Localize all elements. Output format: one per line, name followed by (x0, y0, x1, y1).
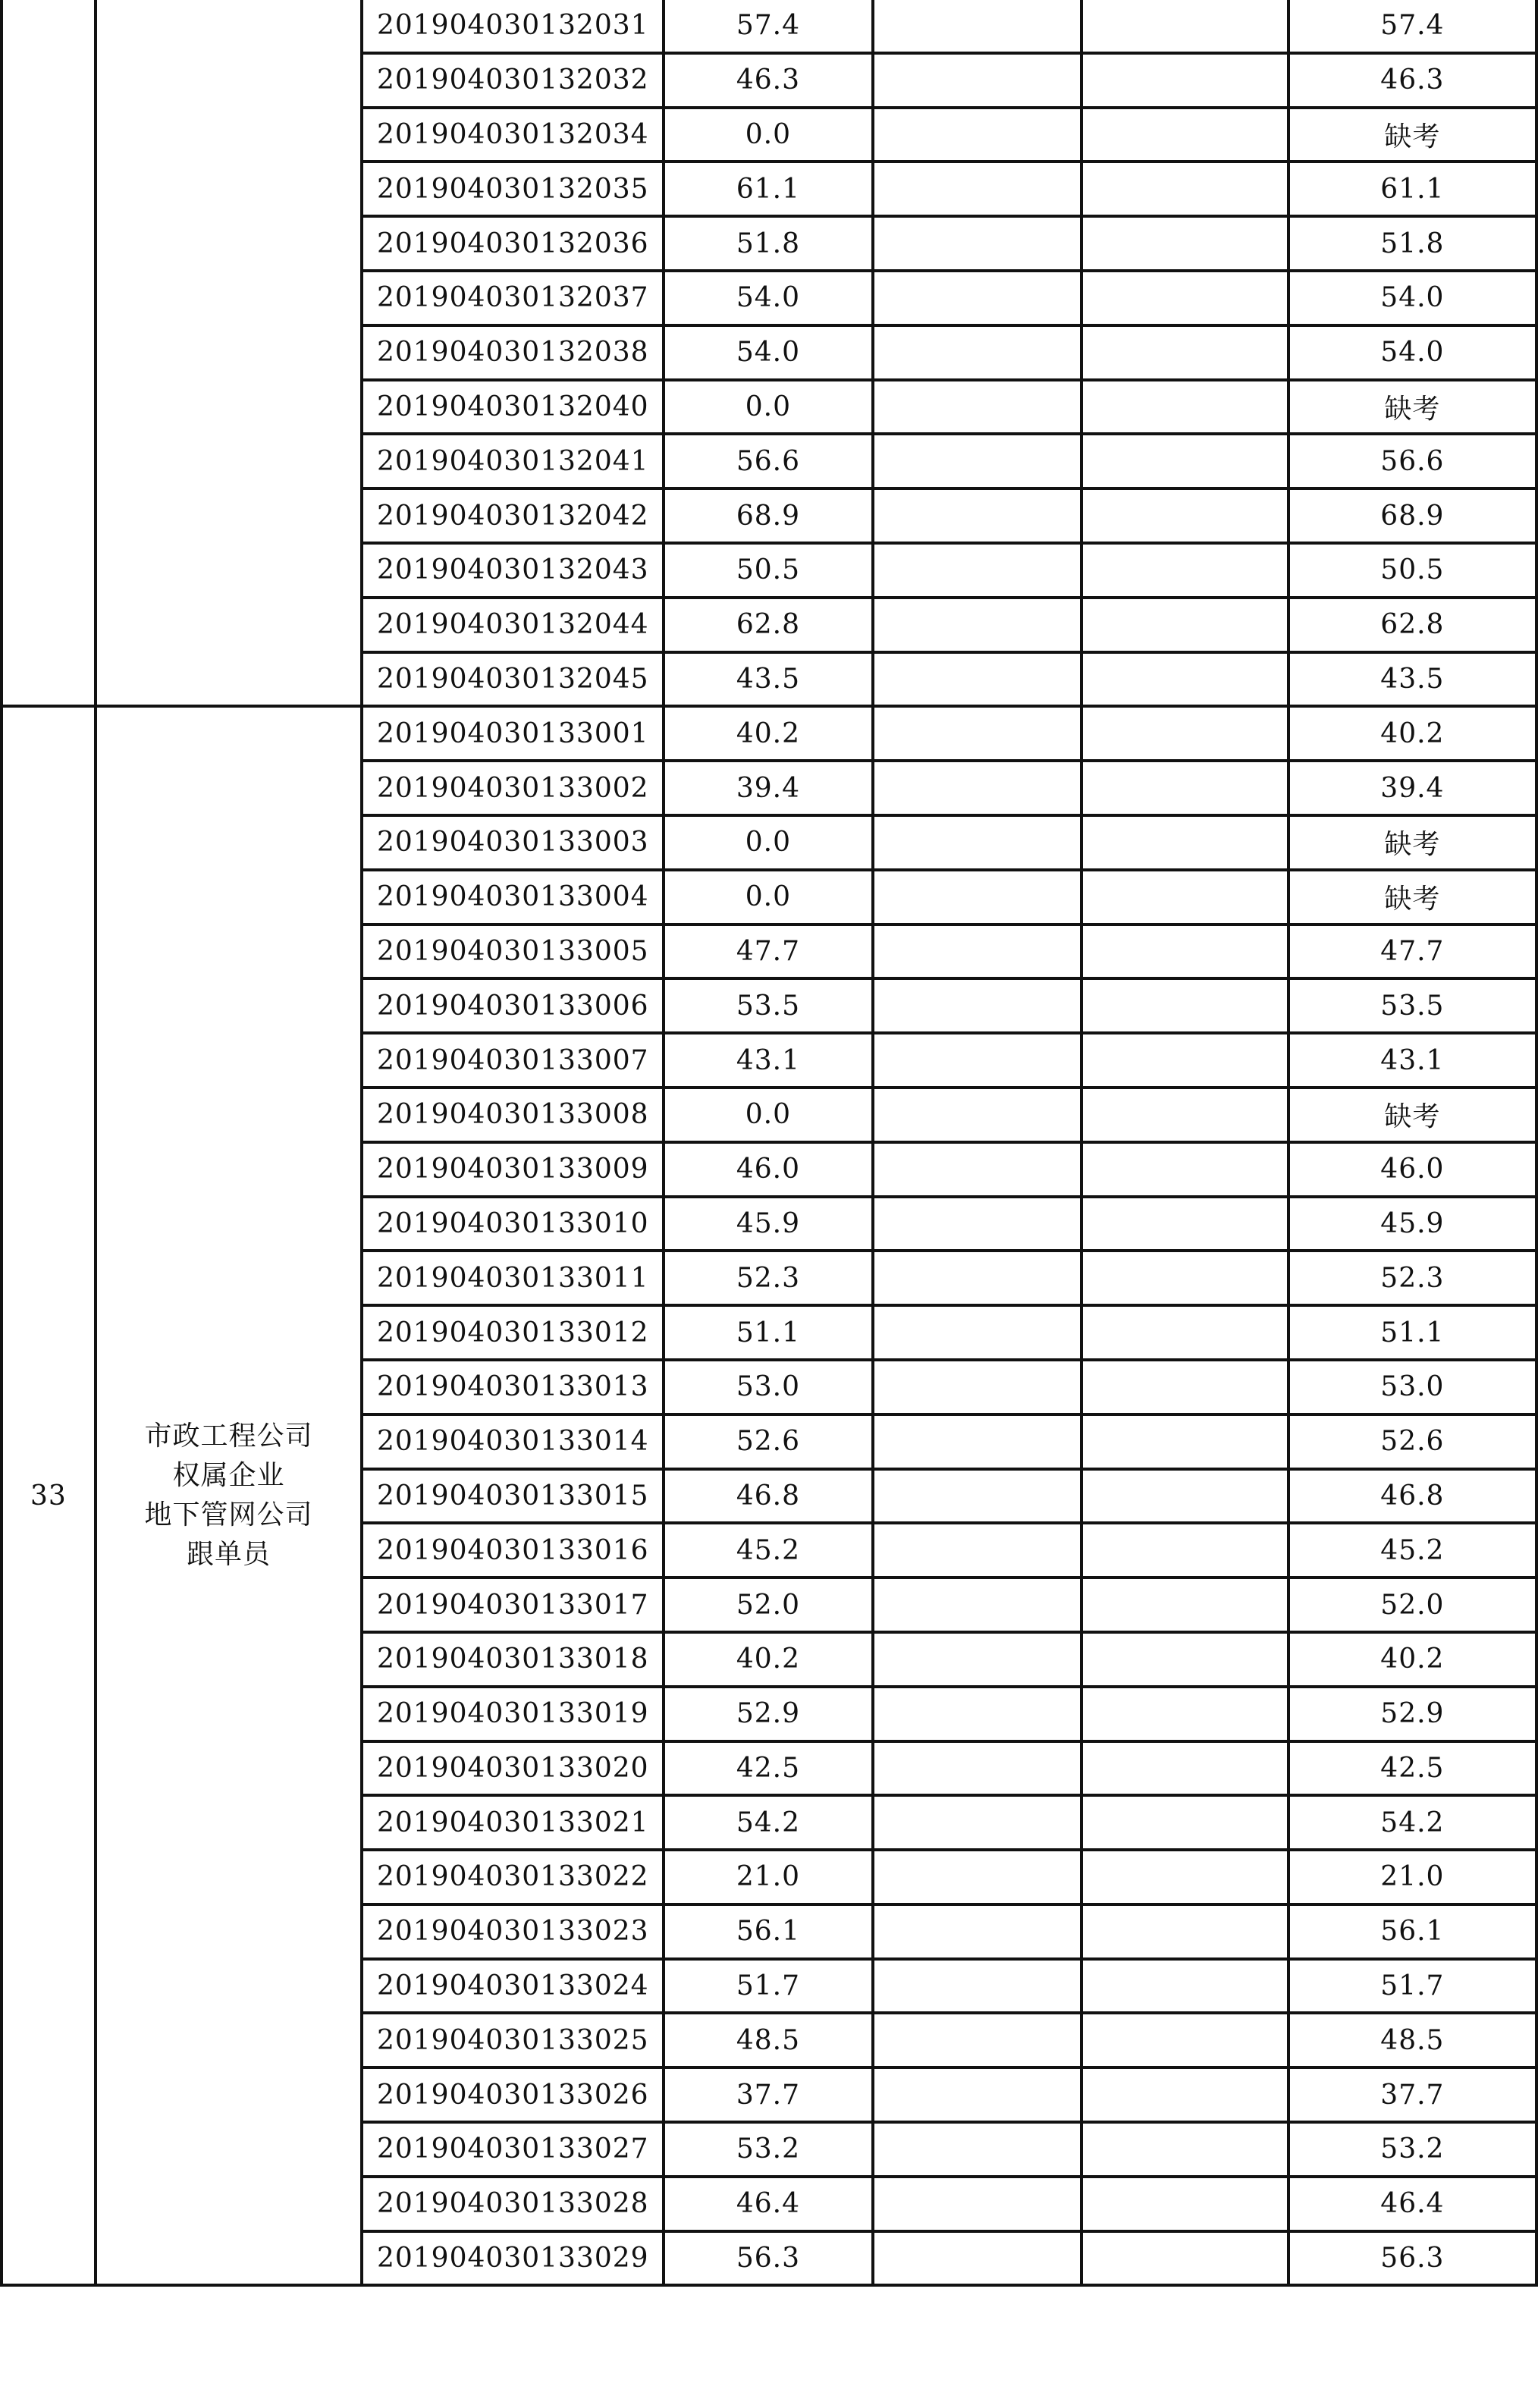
score-cell-blank (1081, 2013, 1288, 2067)
score-cell-blank (1081, 1033, 1288, 1088)
total-score-cell: 43.5 (1288, 652, 1536, 707)
group-index-cell (2, 0, 96, 706)
position-line: 跟单员 (187, 1539, 272, 1571)
written-score-cell: 48.5 (664, 2013, 872, 2067)
score-cell-blank (1081, 870, 1288, 925)
score-cell-blank (873, 1142, 1081, 1197)
score-cell-blank (873, 1904, 1081, 1959)
total-score-cell: 54.0 (1288, 271, 1536, 325)
total-score-cell: 53.5 (1288, 978, 1536, 1033)
written-score-cell: 42.5 (664, 1741, 872, 1796)
written-score-cell: 54.2 (664, 1795, 872, 1850)
score-cell-blank (1081, 815, 1288, 870)
candidate-id-cell: 201904030133021 (362, 1795, 664, 1850)
total-score-cell: 缺考 (1288, 380, 1536, 435)
score-cell-blank (873, 1360, 1081, 1414)
score-cell-blank (1081, 1959, 1288, 2014)
total-score-cell: 61.1 (1288, 162, 1536, 216)
score-cell-blank (873, 488, 1081, 543)
candidate-id-cell: 201904030133010 (362, 1197, 664, 1251)
candidate-id-cell: 201904030132038 (362, 325, 664, 380)
candidate-id-cell: 201904030133018 (362, 1632, 664, 1687)
total-score-cell: 68.9 (1288, 488, 1536, 543)
table-row (2, 0, 1536, 53)
score-cell-blank (873, 978, 1081, 1033)
position-cell (96, 0, 363, 706)
score-cell-blank (1081, 325, 1288, 380)
score-cell-blank (1081, 1741, 1288, 1796)
written-score-cell: 43.1 (664, 1033, 872, 1088)
total-score-cell: 54.2 (1288, 1795, 1536, 1850)
score-cell-blank (873, 1251, 1081, 1305)
candidate-id-cell: 201904030133017 (362, 1578, 664, 1632)
candidate-id-cell: 201904030133009 (362, 1142, 664, 1197)
total-score-cell: 45.9 (1288, 1197, 1536, 1251)
score-cell-blank (873, 1795, 1081, 1850)
written-score-cell: 46.8 (664, 1469, 872, 1524)
total-score-cell: 56.1 (1288, 1904, 1536, 1959)
score-cell-blank (1081, 2067, 1288, 2122)
total-score-cell: 43.1 (1288, 1033, 1536, 1088)
written-score-cell: 53.2 (664, 2122, 872, 2177)
score-cell-blank (873, 761, 1081, 815)
score-cell-blank (1081, 1687, 1288, 1741)
written-score-cell: 51.8 (664, 216, 872, 271)
candidate-id-cell: 201904030132045 (362, 652, 664, 707)
total-score-cell: 62.8 (1288, 598, 1536, 652)
written-score-cell: 68.9 (664, 488, 872, 543)
candidate-id-cell: 201904030132040 (362, 380, 664, 435)
score-cell-blank (873, 815, 1081, 870)
total-score-cell: 40.2 (1288, 706, 1536, 761)
score-cell-blank (1081, 162, 1288, 216)
total-score-cell: 51.1 (1288, 1305, 1536, 1360)
score-cell-blank (1081, 216, 1288, 271)
score-cell-blank (1081, 978, 1288, 1033)
written-score-cell: 0.0 (664, 380, 872, 435)
candidate-id-cell: 201904030132037 (362, 271, 664, 325)
score-cell-blank (873, 434, 1081, 488)
position-cell (96, 706, 363, 2285)
candidate-id-cell: 201904030133001 (362, 706, 664, 761)
score-cell-blank (873, 2122, 1081, 2177)
total-score-cell: 45.2 (1288, 1523, 1536, 1578)
total-score-cell: 52.9 (1288, 1687, 1536, 1741)
written-score-cell: 0.0 (664, 870, 872, 925)
score-cell-blank (873, 1741, 1081, 1796)
score-cell-blank (873, 1469, 1081, 1524)
total-score-cell: 52.3 (1288, 1251, 1536, 1305)
position-line: 地下管网公司 (144, 1499, 313, 1531)
candidate-id-cell: 201904030133023 (362, 1904, 664, 1959)
position-line: 权属企业 (172, 1460, 285, 1492)
written-score-cell: 0.0 (664, 1088, 872, 1142)
candidate-id-cell: 201904030133027 (362, 2122, 664, 2177)
total-score-cell: 42.5 (1288, 1741, 1536, 1796)
candidate-id-cell: 201904030132035 (362, 162, 664, 216)
score-cell-blank (873, 216, 1081, 271)
written-score-cell: 47.7 (664, 925, 872, 979)
score-cell-blank (873, 0, 1081, 53)
candidate-id-cell: 201904030133014 (362, 1414, 664, 1469)
candidate-id-cell: 201904030133004 (362, 870, 664, 925)
total-score-cell: 51.8 (1288, 216, 1536, 271)
candidate-id-cell: 201904030133013 (362, 1360, 664, 1414)
written-score-cell: 51.7 (664, 1959, 872, 2014)
score-cell-blank (1081, 1523, 1288, 1578)
written-score-cell: 0.0 (664, 108, 872, 162)
candidate-id-cell: 201904030133003 (362, 815, 664, 870)
score-cell-blank (1081, 652, 1288, 707)
score-cell-blank (1081, 1795, 1288, 1850)
score-cell-blank (873, 706, 1081, 761)
total-score-cell: 50.5 (1288, 543, 1536, 598)
score-cell-blank (1081, 761, 1288, 815)
score-cell-blank (1081, 925, 1288, 979)
written-score-cell: 61.1 (664, 162, 872, 216)
written-score-cell: 56.3 (664, 2231, 872, 2286)
table-row (2, 706, 1536, 761)
candidate-id-cell: 201904030133022 (362, 1850, 664, 1904)
candidate-id-cell: 201904030132031 (362, 0, 664, 53)
total-score-cell: 46.8 (1288, 1469, 1536, 1524)
written-score-cell: 57.4 (664, 0, 872, 53)
written-score-cell: 62.8 (664, 598, 872, 652)
candidate-id-cell: 201904030133012 (362, 1305, 664, 1360)
score-cell-blank (873, 325, 1081, 380)
score-cell-blank (1081, 1904, 1288, 1959)
score-cell-blank (873, 2013, 1081, 2067)
candidate-id-cell: 201904030133026 (362, 2067, 664, 2122)
score-cell-blank (873, 2231, 1081, 2286)
score-cell-blank (1081, 543, 1288, 598)
total-score-cell: 51.7 (1288, 1959, 1536, 2014)
candidate-id-cell: 201904030132036 (362, 216, 664, 271)
score-cell-blank (873, 870, 1081, 925)
total-score-cell: 52.6 (1288, 1414, 1536, 1469)
candidate-id-cell: 201904030133008 (362, 1088, 664, 1142)
score-cell-blank (873, 1033, 1081, 1088)
candidate-id-cell: 201904030133015 (362, 1469, 664, 1524)
score-cell-blank (873, 925, 1081, 979)
written-score-cell: 52.0 (664, 1578, 872, 1632)
score-cell-blank (1081, 1251, 1288, 1305)
total-score-cell: 52.0 (1288, 1578, 1536, 1632)
written-score-cell: 52.6 (664, 1414, 872, 1469)
score-cell-blank (1081, 1197, 1288, 1251)
candidate-id-cell: 201904030133025 (362, 2013, 664, 2067)
total-score-cell: 缺考 (1288, 815, 1536, 870)
written-score-cell: 50.5 (664, 543, 872, 598)
score-cell-blank (873, 1414, 1081, 1469)
candidate-id-cell: 201904030133002 (362, 761, 664, 815)
score-cell-blank (873, 53, 1081, 108)
candidate-id-cell: 201904030132034 (362, 108, 664, 162)
score-cell-blank (1081, 1850, 1288, 1904)
written-score-cell: 45.9 (664, 1197, 872, 1251)
written-score-cell: 43.5 (664, 652, 872, 707)
written-score-cell: 37.7 (664, 2067, 872, 2122)
written-score-cell: 52.9 (664, 1687, 872, 1741)
score-cell-blank (1081, 1469, 1288, 1524)
written-score-cell: 53.5 (664, 978, 872, 1033)
score-cell-blank (873, 1305, 1081, 1360)
total-score-cell: 53.2 (1288, 2122, 1536, 2177)
score-cell-blank (873, 1578, 1081, 1632)
score-cell-blank (873, 543, 1081, 598)
candidate-id-cell: 201904030133019 (362, 1687, 664, 1741)
written-score-cell: 46.3 (664, 53, 872, 108)
score-cell-blank (873, 1523, 1081, 1578)
total-score-cell: 46.4 (1288, 2177, 1536, 2231)
written-score-cell: 53.0 (664, 1360, 872, 1414)
total-score-cell: 47.7 (1288, 925, 1536, 979)
candidate-id-cell: 201904030133028 (362, 2177, 664, 2231)
score-cell-blank (1081, 434, 1288, 488)
total-score-cell: 缺考 (1288, 108, 1536, 162)
total-score-cell: 54.0 (1288, 325, 1536, 380)
score-cell-blank (1081, 1632, 1288, 1687)
total-score-cell: 56.6 (1288, 434, 1536, 488)
candidate-id-cell: 201904030133024 (362, 1959, 664, 2014)
score-cell-blank (873, 1959, 1081, 2014)
total-score-cell: 57.4 (1288, 0, 1536, 53)
score-cell-blank (1081, 1088, 1288, 1142)
total-score-cell: 21.0 (1288, 1850, 1536, 1904)
written-score-cell: 56.1 (664, 1904, 872, 1959)
score-cell-blank (873, 1632, 1081, 1687)
total-score-cell: 48.5 (1288, 2013, 1536, 2067)
written-score-cell: 0.0 (664, 815, 872, 870)
written-score-cell: 56.6 (664, 434, 872, 488)
score-cell-blank (1081, 2177, 1288, 2231)
written-score-cell: 54.0 (664, 271, 872, 325)
score-cell-blank (873, 1687, 1081, 1741)
written-score-cell: 40.2 (664, 1632, 872, 1687)
group-index-cell: 33 (2, 706, 96, 2285)
total-score-cell: 40.2 (1288, 1632, 1536, 1687)
total-score-cell: 46.3 (1288, 53, 1536, 108)
score-cell-blank (1081, 1578, 1288, 1632)
position-line: 市政工程公司 (144, 1421, 313, 1452)
written-score-cell: 52.3 (664, 1251, 872, 1305)
score-cell-blank (1081, 1142, 1288, 1197)
score-cell-blank (1081, 108, 1288, 162)
candidate-id-cell: 201904030133007 (362, 1033, 664, 1088)
score-cell-blank (1081, 0, 1288, 53)
total-score-cell: 37.7 (1288, 2067, 1536, 2122)
total-score-cell: 缺考 (1288, 870, 1536, 925)
score-cell-blank (873, 1197, 1081, 1251)
written-score-cell: 54.0 (664, 325, 872, 380)
candidate-id-cell: 201904030133029 (362, 2231, 664, 2286)
total-score-cell: 39.4 (1288, 761, 1536, 815)
score-cell-blank (873, 1088, 1081, 1142)
score-cell-blank (1081, 598, 1288, 652)
score-cell-blank (873, 162, 1081, 216)
score-cell-blank (873, 598, 1081, 652)
score-cell-blank (1081, 2122, 1288, 2177)
score-cell-blank (873, 652, 1081, 707)
total-score-cell: 46.0 (1288, 1142, 1536, 1197)
score-cell-blank (1081, 706, 1288, 761)
written-score-cell: 46.4 (664, 2177, 872, 2231)
total-score-cell: 缺考 (1288, 1088, 1536, 1142)
score-cell-blank (1081, 488, 1288, 543)
candidate-id-cell: 201904030132041 (362, 434, 664, 488)
score-cell-blank (873, 2177, 1081, 2231)
candidate-id-cell: 201904030132032 (362, 53, 664, 108)
candidate-id-cell: 201904030133020 (362, 1741, 664, 1796)
written-score-cell: 46.0 (664, 1142, 872, 1197)
score-cell-blank (873, 380, 1081, 435)
written-score-cell: 45.2 (664, 1523, 872, 1578)
total-score-cell: 53.0 (1288, 1360, 1536, 1414)
score-cell-blank (1081, 53, 1288, 108)
score-cell-blank (873, 108, 1081, 162)
score-cell-blank (1081, 271, 1288, 325)
candidate-id-cell: 201904030133016 (362, 1523, 664, 1578)
written-score-cell: 51.1 (664, 1305, 872, 1360)
score-cell-blank (1081, 1305, 1288, 1360)
score-cell-blank (1081, 2231, 1288, 2286)
score-cell-blank (1081, 380, 1288, 435)
candidate-id-cell: 201904030132042 (362, 488, 664, 543)
total-score-cell: 56.3 (1288, 2231, 1536, 2286)
score-cell-blank (1081, 1360, 1288, 1414)
score-cell-blank (873, 271, 1081, 325)
score-cell-blank (1081, 1414, 1288, 1469)
written-score-cell: 39.4 (664, 761, 872, 815)
candidate-id-cell: 201904030133005 (362, 925, 664, 979)
written-score-cell: 40.2 (664, 706, 872, 761)
written-score-cell: 21.0 (664, 1850, 872, 1904)
candidate-id-cell: 201904030132043 (362, 543, 664, 598)
candidate-id-cell: 201904030133011 (362, 1251, 664, 1305)
score-cell-blank (873, 1850, 1081, 1904)
candidate-id-cell: 201904030133006 (362, 978, 664, 1033)
candidate-id-cell: 201904030132044 (362, 598, 664, 652)
score-cell-blank (873, 2067, 1081, 2122)
